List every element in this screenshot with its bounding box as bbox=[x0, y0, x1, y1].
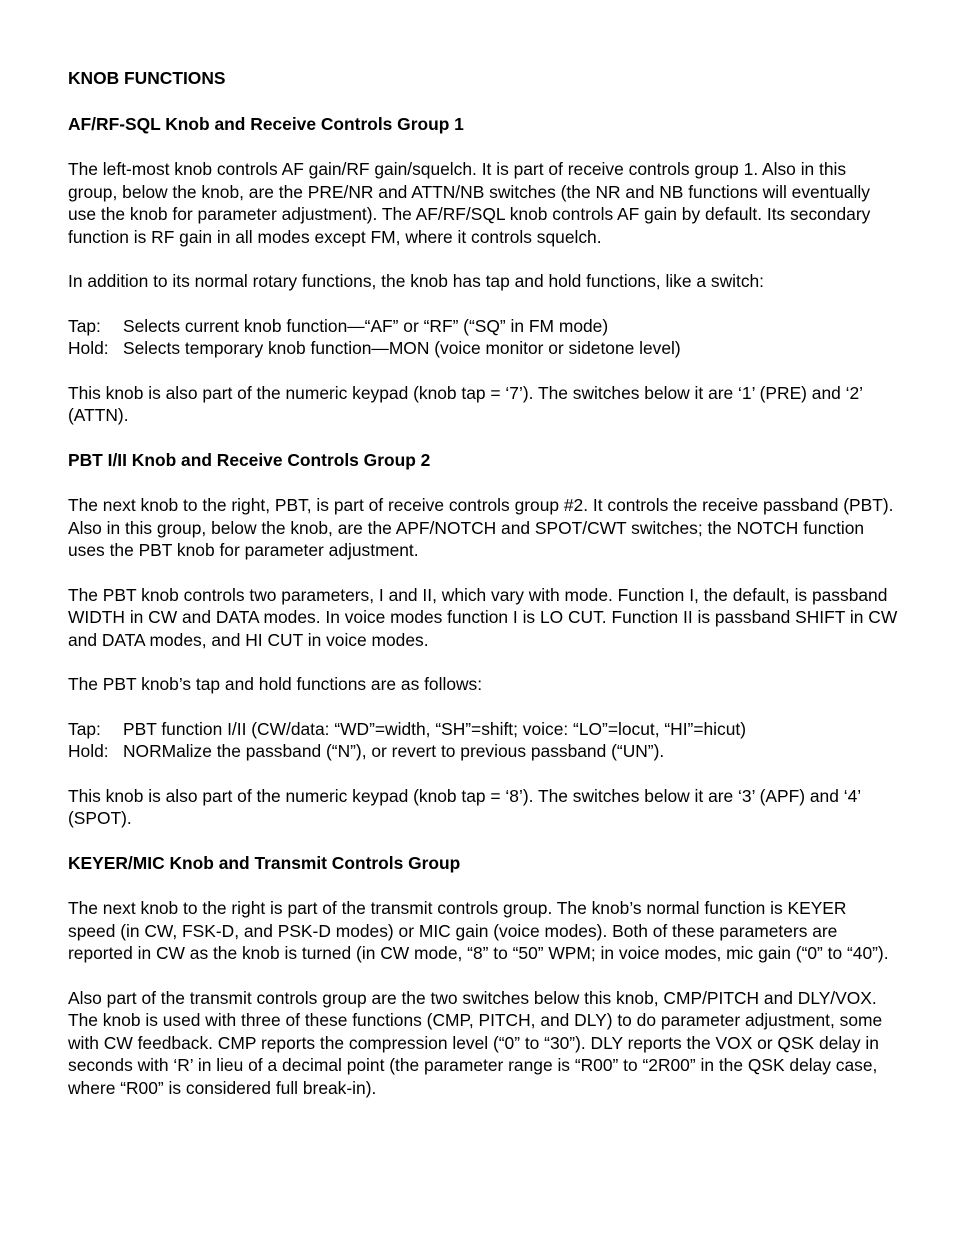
section-pbt bbox=[68, 449, 898, 830]
section-heading: PBT I/II Knob and Receive Controls Group 2 bbox=[68, 449, 431, 470]
paragraph: This knob is also part of the numeric keypad (knob tap = ‘8’). The switches below it are ‘3’ (APF) and ‘4’ (SPOT). bbox=[68, 785, 861, 828]
paragraph: This knob is also part of the numeric keypad (knob tap = ‘7’). The switches below it are ‘1’ (PRE) and ‘2’ (ATTN). bbox=[68, 382, 863, 425]
section-af-rf-sql bbox=[68, 113, 898, 427]
hold-row bbox=[68, 740, 898, 763]
paragraph: The next knob to the right, PBT, is part of receive controls group #2. It controls the receive passband (PBT). Also in this group, below the knob, are the APF/NOTCH and SPOT/CWT switches; the NOTCH function uses the PBT knob for parameter adjustment. bbox=[68, 495, 894, 560]
hold-text: NORMalize the passband (“N”), or revert to previous passband (“UN”). bbox=[123, 741, 665, 761]
paragraph: The PBT knob controls two parameters, I and II, which vary with mode. Function I, the default, is passband WIDTH in CW and DATA modes. In voice modes function I is LO CUT. Function II is passband SHIFT in CW and DATA modes, and HI CUT in voice modes. bbox=[68, 584, 898, 650]
tap-text: Selects current knob function—“AF” or “RF” (“SQ” in FM mode) bbox=[123, 315, 609, 336]
tap-label: Tap: bbox=[68, 315, 101, 336]
document-page bbox=[68, 67, 898, 1121]
paragraph: In addition to its normal rotary functions, the knob has tap and hold functions, like a switch: bbox=[68, 271, 765, 291]
paragraph: The left-most knob controls AF gain/RF gain/squelch. It is part of receive controls group 1. Also in this group, below the knob, are the PRE/NR and ATTN/NB switches (the NR and NB functions will eventually use the knob for parameter adjustment). The AF/RF/SQL knob controls AF gain by default. Its secondary function is RF gain in all modes except FM, where it controls squelch. bbox=[68, 159, 871, 247]
tap-hold-list bbox=[68, 718, 898, 763]
tap-hold-list bbox=[68, 315, 898, 360]
section-heading: KEYER/MIC Knob and Transmit Controls Group bbox=[68, 852, 461, 873]
section-keyer-mic bbox=[68, 852, 898, 1100]
hold-row bbox=[68, 337, 898, 360]
hold-text: Selects temporary knob function—MON (voice monitor or sidetone level) bbox=[123, 338, 681, 358]
hold-label: Hold: bbox=[68, 741, 109, 761]
document-title: KNOB FUNCTIONS bbox=[68, 68, 226, 88]
tap-label: Tap: bbox=[68, 718, 101, 739]
tap-row bbox=[68, 315, 898, 338]
tap-row bbox=[68, 718, 898, 741]
section-heading: AF/RF-SQL Knob and Receive Controls Group 1 bbox=[68, 113, 464, 134]
hold-label: Hold: bbox=[68, 338, 109, 358]
paragraph: The next knob to the right is part of the transmit controls group. The knob’s normal function is KEYER speed (in CW, FSK-D, and PSK-D modes) or MIC gain (voice modes). Both of these parameters are reported in CW as the knob is turned (in CW mode, “8” to “50” WPM; in voice modes, mic gain (“0” to “40”). bbox=[68, 898, 889, 963]
paragraph: Also part of the transmit controls group are the two switches below this knob, CMP/PITCH and DLY/VOX. The knob is used with three of these functions (CMP, PITCH, and DLY) to do parameter adjustment, some with CW feedback. CMP reports the compression level (“0” to “30”). DLY reports the VOX or QSK delay in seconds with ‘R’ in lieu of a decimal point (the parameter range is “R00” to “2R00” in the QSK delay case, where “R00” is considered full break-in). bbox=[68, 987, 883, 1098]
tap-text: PBT function I/II (CW/data: “WD”=width, “SH”=shift; voice: “LO”=locut, “HI”=hicut) bbox=[123, 718, 747, 739]
paragraph: The PBT knob’s tap and hold functions are as follows: bbox=[68, 674, 483, 694]
